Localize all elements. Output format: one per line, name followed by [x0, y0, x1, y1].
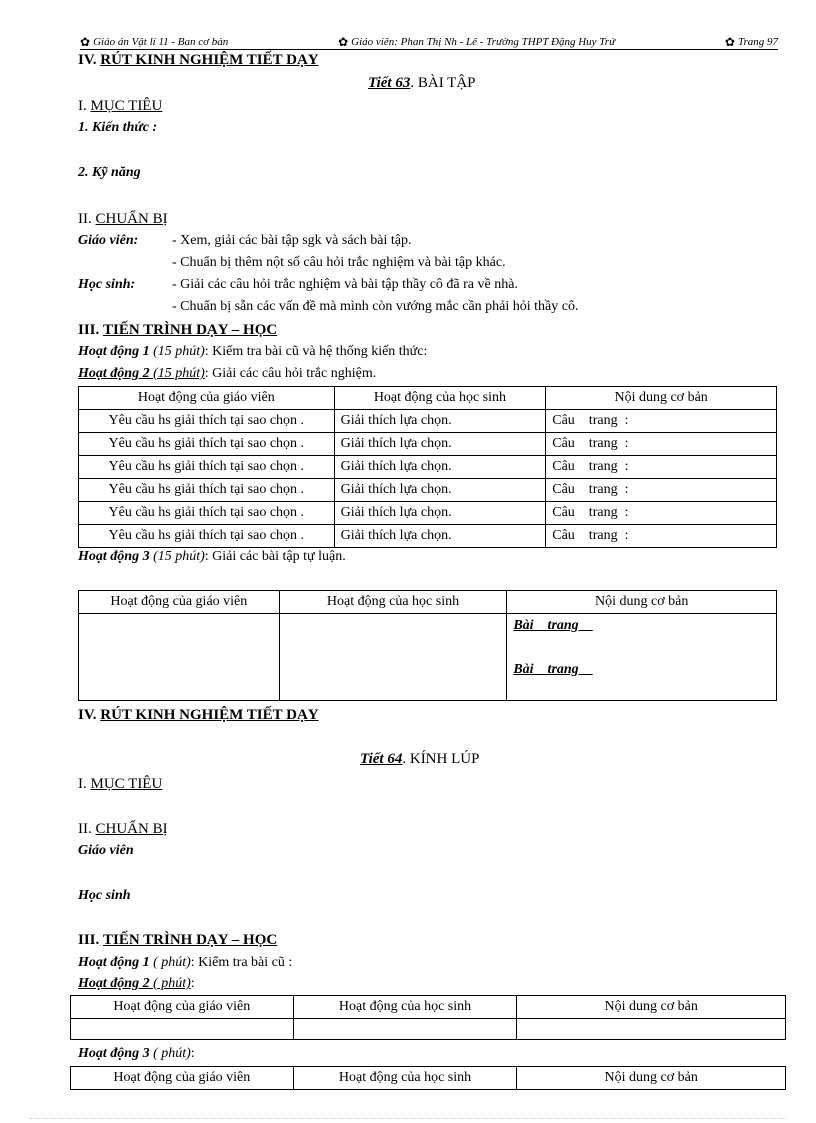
objectives-heading: I. MỤC TIÊU: [78, 98, 163, 114]
table-cell: [279, 614, 507, 701]
table-cell: Giải thích lựa chọn.: [334, 433, 546, 456]
running-header: [80, 33, 778, 50]
activity-3: Hoạt động 3 (15 phút): Giải các bài tập tự luận.: [78, 549, 346, 564]
activity-2-table: [70, 995, 786, 1040]
table-header-cell: Nội dung cơ bản: [546, 387, 777, 410]
table-cell: Câu trang :: [546, 456, 777, 479]
lesson-title: Tiết 63. BÀI TẬP: [368, 75, 476, 91]
table-header-row: [71, 1067, 786, 1090]
table-cell: Giải thích lựa chọn.: [334, 479, 546, 502]
table-cell: Yêu cầu hs giải thích tại sao chọn .: [79, 479, 335, 502]
table-cell: Câu trang :: [546, 525, 777, 548]
table-row: [79, 502, 777, 525]
table-header-cell: Hoạt động của giáo viên: [79, 591, 280, 614]
header-middle: ✿ Giáo viên: Phan Thị Nh - Lê - Trường THPT Đặng Huy Trứ: [338, 35, 616, 49]
table-cell: Câu trang :: [546, 410, 777, 433]
table-row: [79, 433, 777, 456]
preparation-heading-2: II. CHUẨN BỊ: [78, 821, 168, 837]
table-header-row: [71, 996, 786, 1019]
table-header-cell: Hoạt động của học sinh: [334, 387, 546, 410]
table-header-cell: Hoạt động của học sinh: [293, 1067, 517, 1090]
table-header-cell: Hoạt động của giáo viên: [71, 1067, 294, 1090]
table-cell: Câu trang :: [546, 479, 777, 502]
teacher-prep-1: - Xem, giải các bài tập sgk và sách bài tập.: [172, 233, 412, 248]
table-cell: [71, 1019, 294, 1040]
table-cell: Giải thích lựa chọn.: [334, 525, 546, 548]
table-row: [79, 479, 777, 502]
activity-2-b: Hoạt động 2 ( phút):: [78, 976, 195, 991]
table-cell: Yêu cầu hs giải thích tại sao chọn .: [79, 502, 335, 525]
table-cell: Yêu cầu hs giải thích tại sao chọn .: [79, 525, 335, 548]
table-header-cell: Hoạt động của học sinh: [279, 591, 507, 614]
skills-label: 2. Kỹ năng: [78, 165, 141, 180]
rkn-heading-2: IV. RÚT KINH NGHIỆM TIẾT DẠY: [78, 707, 319, 723]
table-row: [79, 410, 777, 433]
table-cell: [293, 1019, 517, 1040]
student-label-2: Học sinh: [78, 888, 131, 903]
student-prep-1: - Giải các câu hỏi trắc nghiệm và bài tập thầy cô đã ra về nhà.: [172, 277, 518, 292]
table-row: [79, 525, 777, 548]
table-cell: Yêu cầu hs giải thích tại sao chọn .: [79, 410, 335, 433]
flower-icon: ✿: [80, 35, 91, 49]
table-header-cell: Hoạt động của học sinh: [293, 996, 517, 1019]
table-header-cell: Nội dung cơ bản: [517, 996, 786, 1019]
table-cell: Yêu cầu hs giải thích tại sao chọn .: [79, 456, 335, 479]
teacher-prep-2: - Chuẩn bị thêm nột số câu hỏi trắc nghiệm và bài tập khác.: [172, 255, 506, 270]
header-left: ✿ Giáo án Vật lí 11 - Ban cơ bản: [80, 35, 229, 49]
exercise-ref: Bài trang: [513, 662, 593, 677]
table-header-row: [79, 591, 777, 614]
procedure-heading-2: III. TIẾN TRÌNH DẠY – HỌC: [78, 932, 278, 948]
multiple-choice-table: [78, 386, 777, 548]
table-header-cell: Hoạt động của giáo viên: [71, 996, 294, 1019]
rkn-heading: IV. RÚT KINH NGHIỆM TIẾT DẠY: [78, 52, 319, 68]
table-row: [71, 1019, 786, 1040]
activity-1: Hoạt động 1 (15 phút): Kiểm tra bài cũ và hệ thống kiến thức:: [78, 344, 428, 359]
lesson-title-2: Tiết 64. KÍNH LÚP: [360, 751, 480, 767]
table-header-cell: Nội dung cơ bản: [507, 591, 777, 614]
table-cell: Giải thích lựa chọn.: [334, 502, 546, 525]
table-cell: [517, 1019, 786, 1040]
table-header-cell: Nội dung cơ bản: [517, 1067, 786, 1090]
table-header-row: [79, 387, 777, 410]
teacher-label-2: Giáo viên: [78, 843, 134, 858]
preparation-heading: II. CHUẨN BỊ: [78, 211, 168, 227]
teacher-label: Giáo viên:: [78, 233, 139, 248]
activity-2: Hoạt động 2 (15 phút): Giải các câu hỏi trắc nghiệm.: [78, 366, 377, 381]
table-cell: [507, 614, 777, 701]
procedure-heading: III. TIẾN TRÌNH DẠY – HỌC: [78, 322, 278, 338]
table-cell: Giải thích lựa chọn.: [334, 410, 546, 433]
knowledge-label: 1. Kiến thức :: [78, 120, 158, 135]
objectives-heading-2: I. MỤC TIÊU: [78, 776, 163, 792]
activity-1-b: Hoạt động 1 ( phút): Kiểm tra bài cũ :: [78, 955, 293, 970]
table-cell: [79, 614, 280, 701]
exercise-ref: Bài trang: [513, 618, 593, 633]
table-header-cell: Hoạt động của giáo viên: [79, 387, 335, 410]
student-label: Học sinh:: [78, 277, 136, 292]
table-cell: Yêu cầu hs giải thích tại sao chọn .: [79, 433, 335, 456]
header-right: ✿ Trang 97: [724, 35, 778, 49]
activity-3-table: [70, 1066, 786, 1090]
table-cell: Giải thích lựa chọn.: [334, 456, 546, 479]
essay-table: [78, 590, 777, 701]
flower-icon: ✿: [724, 35, 735, 49]
table-cell: Câu trang :: [546, 502, 777, 525]
table-cell: Câu trang :: [546, 433, 777, 456]
flower-icon: ✿: [338, 35, 349, 49]
activity-3-b: Hoạt động 3 ( phút):: [78, 1046, 195, 1061]
table-row: [79, 614, 777, 701]
page-bottom-divider: [30, 1118, 786, 1119]
student-prep-2: - Chuẩn bị sẵn các vấn đề mà mình còn vướng mắc cần phải hỏi thầy cô.: [172, 299, 579, 314]
table-row: [79, 456, 777, 479]
